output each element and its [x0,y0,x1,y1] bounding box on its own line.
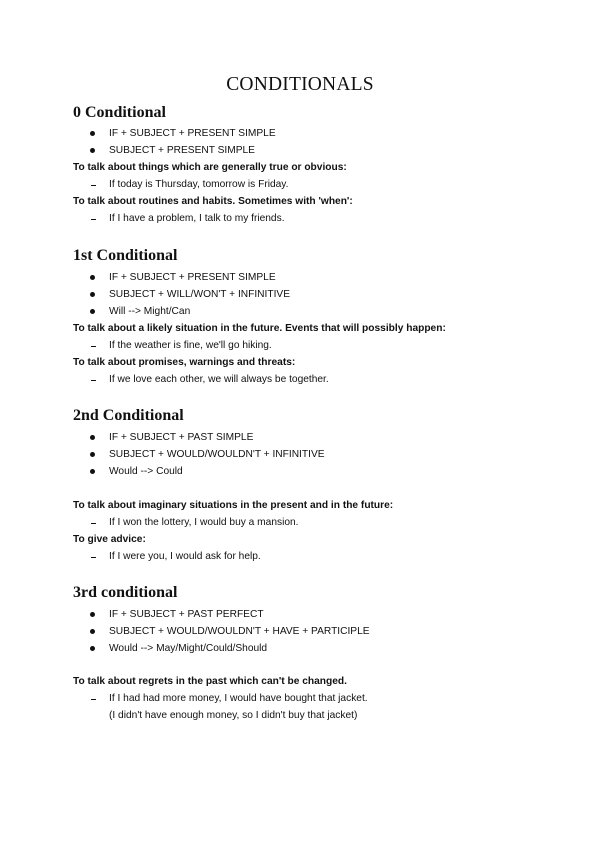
example-sentence: If I have a problem, I talk to my friends. [109,213,285,224]
dash-icon [91,219,96,220]
formula-item: Will --> Might/Can [109,306,191,317]
formula-item: IF + SUBJECT + PAST SIMPLE [109,432,254,443]
section-heading: 2nd Conditional [73,407,184,424]
dash-icon [91,523,96,524]
formula-item: SUBJECT + WILL/WON'T + INFINITIVE [109,289,291,300]
section-heading: 0 Conditional [73,104,166,121]
example-sentence: If today is Thursday, tomorrow is Friday. [109,179,289,190]
bullet-icon [90,148,95,153]
example-sentence: If I had had more money, I would have bought that jacket. [109,693,368,704]
formula-item: IF + SUBJECT + PRESENT SIMPLE [109,128,276,139]
bullet-icon [90,275,95,280]
section-heading: 3rd conditional [73,584,178,601]
example-sentence: If I won the lottery, I would buy a mansion. [109,517,299,528]
section-heading: 1st Conditional [73,247,178,264]
example-sentence: If we love each other, we will always be together. [109,374,329,385]
formula-item: SUBJECT + WOULD/WOULDN'T + INFINITIVE [109,449,325,460]
usage-description: To talk about things which are generally true or obvious: [73,162,347,173]
usage-description: To talk about a likely situation in the future. Events that will possibly happen: [73,323,446,334]
usage-description: To talk about imaginary situations in the present and in the future: [73,500,394,511]
example-sentence: If the weather is fine, we'll go hiking. [109,340,272,351]
bullet-icon [90,646,95,651]
formula-item: IF + SUBJECT + PRESENT SIMPLE [109,272,276,283]
dash-icon [91,557,96,558]
usage-description: To give advice: [73,534,146,545]
formula-item: SUBJECT + PRESENT SIMPLE [109,145,255,156]
formula-item: Would --> May/Might/Could/Should [109,643,268,654]
bullet-icon [90,435,95,440]
formula-item: Would --> Could [109,466,183,477]
bullet-icon [90,469,95,474]
usage-description: To talk about routines and habits. Sometimes with 'when': [73,196,353,207]
usage-description: To talk about regrets in the past which can't be changed. [73,676,347,687]
formula-item: IF + SUBJECT + PAST PERFECT [109,609,264,620]
bullet-icon [90,292,95,297]
dash-icon [91,699,96,700]
document-title: CONDITIONALS [226,74,374,95]
bullet-icon [90,629,95,634]
example-note: (I didn't have enough money, so I didn't buy that jacket) [109,710,358,721]
bullet-icon [90,452,95,457]
formula-item: SUBJECT + WOULD/WOULDN'T + HAVE + PARTICIPLE [109,626,370,637]
dash-icon [91,380,96,381]
dash-icon [91,346,96,347]
dash-icon [91,185,96,186]
example-sentence: If I were you, I would ask for help. [109,551,261,562]
bullet-icon [90,131,95,136]
bullet-icon [90,309,95,314]
bullet-icon [90,612,95,617]
usage-description: To talk about promises, warnings and threats: [73,357,296,368]
